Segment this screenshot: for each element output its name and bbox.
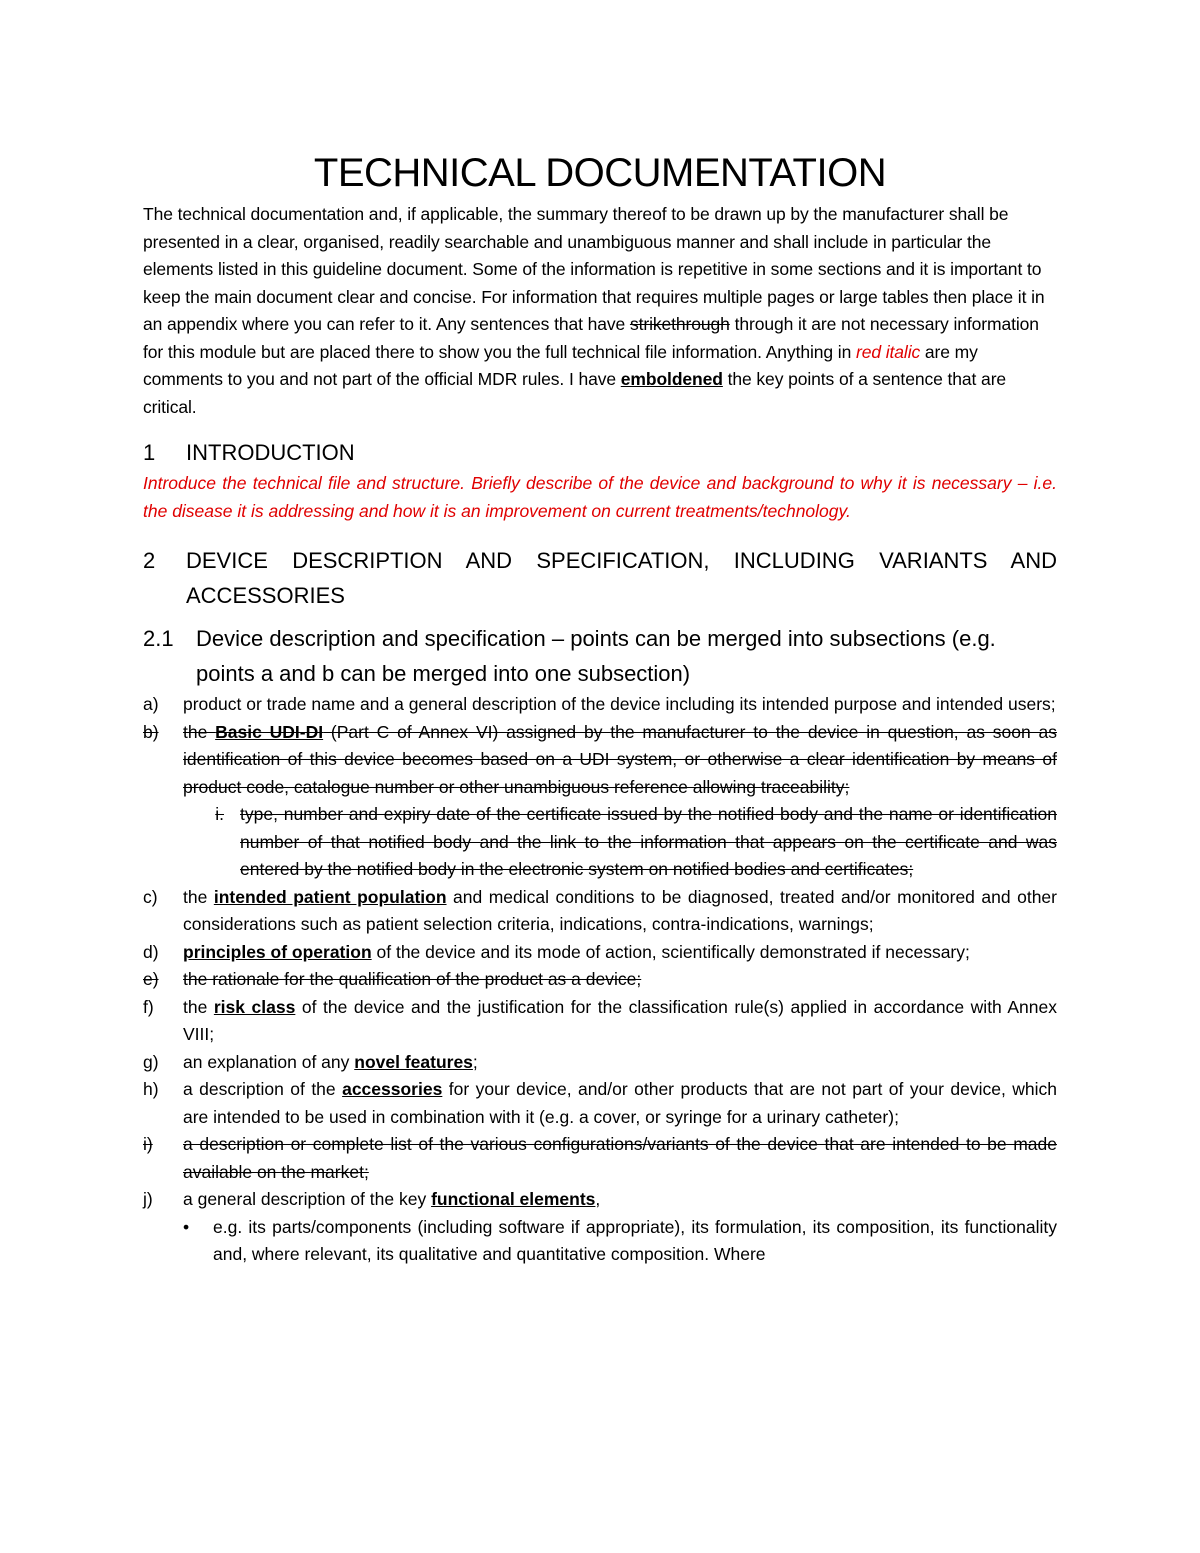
intro-text-4: the key points of a sentence that are critical. — [143, 369, 1007, 417]
item-text — [183, 1186, 1057, 1214]
item-text-part: ; — [472, 1051, 478, 1072]
list-bullet-j — [183, 1214, 1057, 1269]
item-label: g) — [143, 1051, 159, 1072]
list-item-a — [143, 691, 1057, 719]
spacer — [143, 525, 1057, 543]
bullet-icon: • — [183, 1216, 190, 1237]
item-keyword: principles of operation — [183, 941, 372, 962]
section-number: 1 — [143, 440, 156, 465]
item-text — [183, 1049, 1057, 1077]
list-subitem-b-i — [200, 801, 1057, 884]
item-text-part: an explanation of any — [183, 1051, 355, 1072]
item-text-part: of the device and its mode of action, scientifically demonstrated if necessary; — [371, 941, 970, 962]
item-text: type, number and expiry date of the certificate issued by the notified body and the name or identification number of that notified body and the link to the information that appears on the certificate and was entered by the notified body in the electronic system on notified bodies and certificates; — [240, 804, 1057, 879]
item-keyword: Basic UDI-DI — [215, 721, 324, 742]
item-keyword: novel features — [354, 1051, 473, 1072]
list-item-i — [143, 1131, 1057, 1186]
item-label: d) — [143, 941, 159, 962]
strikethrough-example: strikethrough — [629, 314, 730, 334]
document-title: TECHNICAL DOCUMENTATION — [313, 151, 887, 195]
item-text — [183, 939, 1057, 967]
item-text-part: and medical conditions to be diagnosed, treated and/or monitored and other considerations such as patient selection criteria, indications, contra-indications, warnings; — [183, 886, 1057, 934]
item-keyword: functional elements — [431, 1189, 596, 1209]
list-item-g — [143, 1049, 1057, 1077]
section-1-note: Introduce the technical file and structure. Briefly describe of the device and background to why it is necessary – i.e. the disease it is addressing and how it is an improvement on current treatments/technology. — [143, 473, 1057, 521]
item-keyword: risk class — [213, 996, 296, 1017]
list-item-h — [143, 1076, 1057, 1131]
section-title: DEVICE DESCRIPTION AND SPECIFICATION, INCLUDING VARIANTS AND ACCESSORIES — [186, 548, 1057, 608]
list-item-c — [143, 884, 1057, 939]
intro-text-1: The technical documentation and, if applicable, the summary thereof to be drawn up by the manufacturer shall be presented in a clear, organised, readily searchable and unambiguous manner and shall include in particular the elements listed in this guideline document. Some of the information is repetitive in some sections and it is important to keep the main document clear and concise. For information that requires multiple pages or large tables then place it in an appendix where you can refer to it. Any sentences that have — [143, 204, 1045, 334]
section-title: INTRODUCTION — [186, 440, 355, 465]
list-item-j — [143, 1186, 1057, 1214]
item-text: the rationale for the qualification of the product as a device; — [183, 969, 642, 989]
list-item-b — [143, 719, 1057, 802]
item-label: c) — [143, 886, 158, 907]
subsection-2-1-heading — [143, 621, 1057, 691]
intro-text-2: through it are not necessary information for this module but are placed there to show you the full technical file information. Anything in — [143, 314, 1039, 362]
item-label: i) — [143, 1134, 153, 1154]
intro-paragraph — [143, 201, 1057, 421]
item-label: f) — [143, 996, 154, 1017]
item-text — [183, 1076, 1057, 1131]
item-text-part: a description of the — [183, 1079, 343, 1099]
subsection-title: Device description and specification – points can be merged into subsections (e.g. points a and b can be merged into one subsection) — [196, 626, 996, 686]
item-text-part: of the device and the justification for the classification rule(s) applied in accordance with Annex VIII; — [183, 996, 1057, 1044]
item-text-part: the — [183, 721, 216, 742]
item-label: i. — [215, 804, 224, 824]
spacer — [143, 421, 1057, 435]
section-1-heading — [143, 435, 1057, 470]
bullet-text: e.g. its parts/components (including software if appropriate), its formulation, its composition, its functionality and, where relevant, its qualitative and quantitative composition. Where — [213, 1216, 1057, 1264]
list-item-d — [143, 939, 1057, 967]
item-text-part: , — [595, 1189, 601, 1209]
section-number: 2 — [143, 548, 156, 573]
item-text-part: a general description of the key — [183, 1189, 432, 1209]
item-text-part: (Part C of Annex VI) assigned by the manufacturer to the device in question, as soon as identification of this device becomes based on a UDI system, or otherwise a clear identification by means of product code, catalogue number or other unambiguous reference allowing traceability; — [183, 721, 1057, 797]
spacer — [143, 613, 1057, 621]
item-label: b) — [143, 721, 159, 742]
item-text-part: for your device, and/or other products that are not part of your device, which are intended to be used in combination with it (e.g. a cover, or syringe for a urinary catheter); — [183, 1079, 1057, 1127]
list-item-f — [143, 994, 1057, 1049]
emboldened-example: emboldened — [620, 369, 723, 389]
subsection-number: 2.1 — [143, 626, 174, 651]
intro-text-3: are my comments to you and not part of the official MDR rules. I have — [143, 341, 978, 389]
item-text: product or trade name and a general description of the device including its intended purpose and intended users; — [183, 694, 1056, 714]
red-italic-example: red italic — [855, 341, 921, 362]
item-keyword: intended patient population — [213, 886, 447, 907]
section-2-heading — [143, 543, 1057, 613]
item-label: j) — [143, 1189, 153, 1209]
item-label: h) — [143, 1079, 159, 1099]
item-label: e) — [143, 969, 159, 989]
item-label: a) — [143, 694, 159, 714]
item-text — [183, 719, 1057, 802]
item-text-part: the — [183, 996, 214, 1017]
item-text: a description or complete list of the various configurations/variants of the device that are intended to be made available on the market; — [183, 1134, 1057, 1182]
item-text — [183, 884, 1057, 939]
item-keyword: accessories — [342, 1079, 443, 1099]
list-item-e — [143, 966, 1057, 994]
item-text — [183, 994, 1057, 1049]
item-text-part: the — [183, 886, 214, 907]
